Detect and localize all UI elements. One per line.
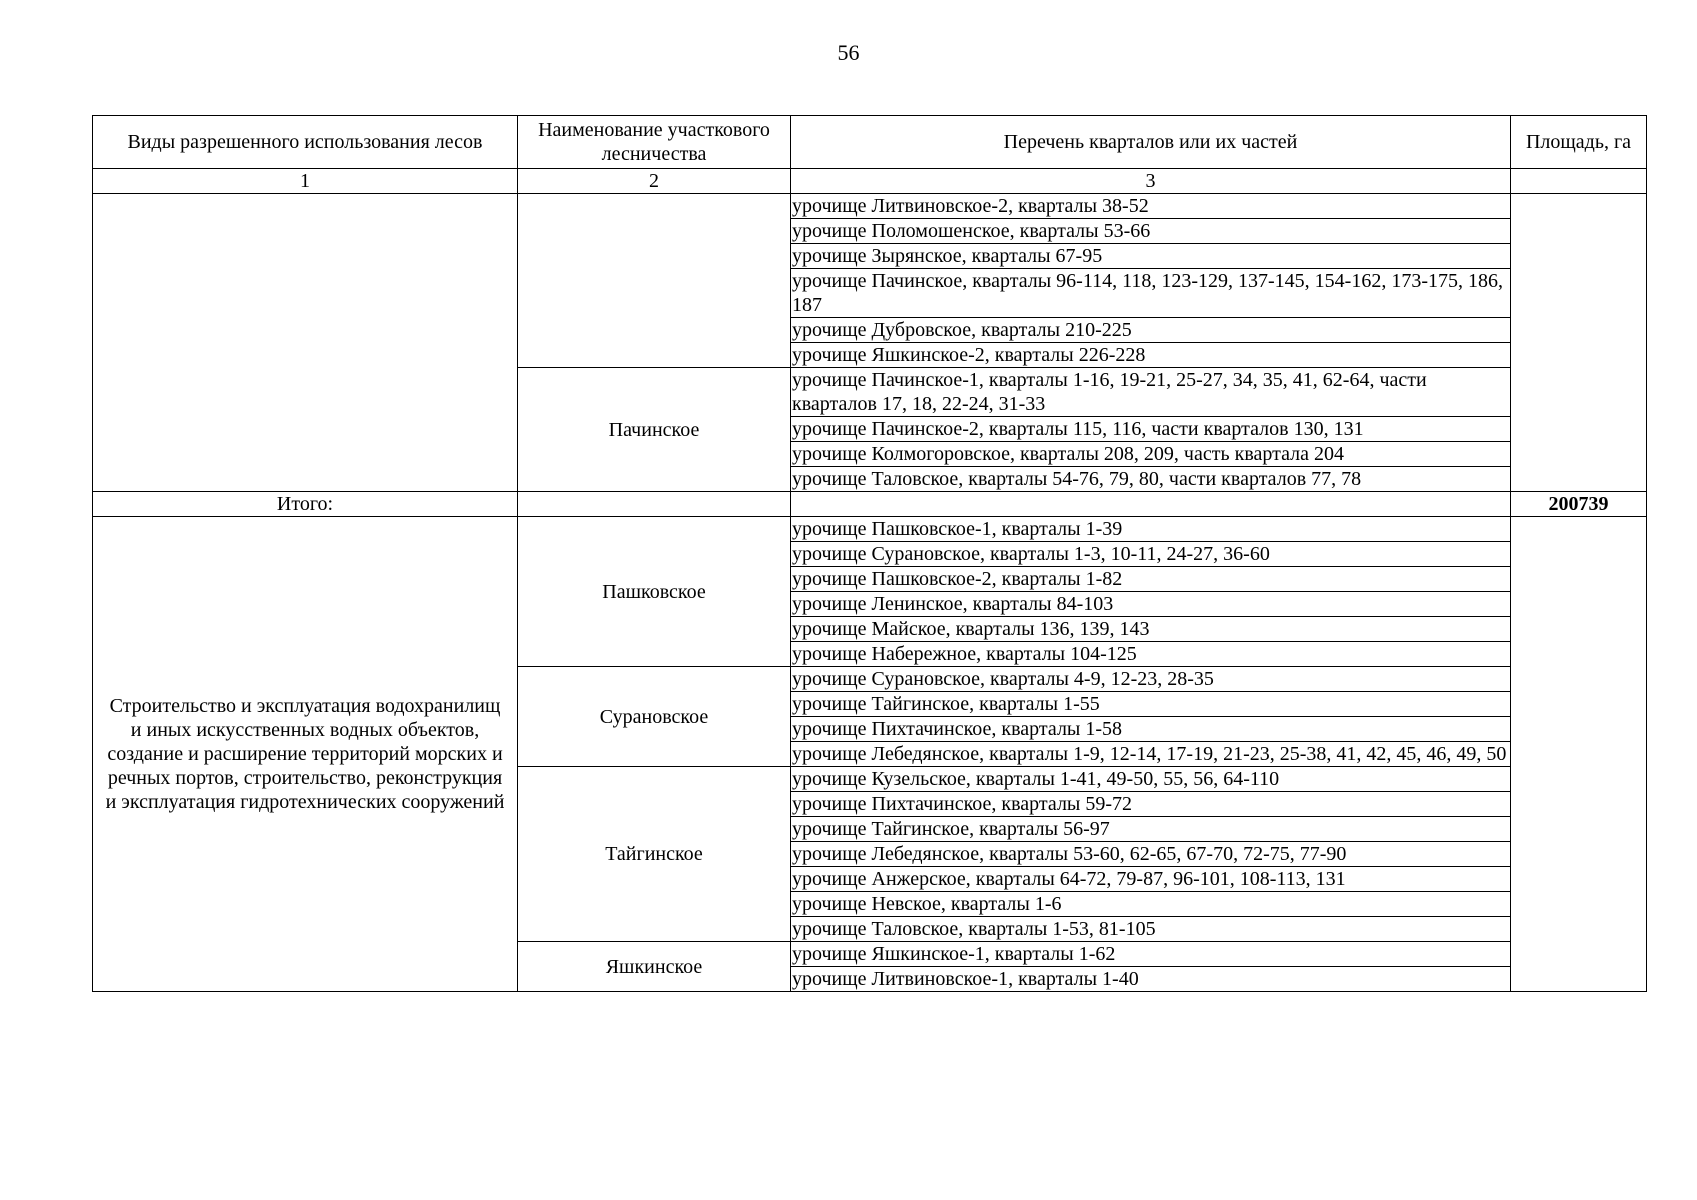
quarters-cell: урочище Пашковское-1, кварталы 1-39 <box>791 517 1511 542</box>
quarters-cell: урочище Кузельское, кварталы 1-41, 49-50, 55, 56, 64-110 <box>791 767 1511 792</box>
header-quarters: Перечень кварталов или их частей <box>791 116 1511 169</box>
quarters-cell: урочище Невское, кварталы 1-6 <box>791 892 1511 917</box>
quarters-cell: урочище Лебедянское, кварталы 1-9, 12-14, 17-19, 21-23, 25-38, 41, 42, 45, 46, 49, 50 <box>791 742 1511 767</box>
total-label: Итого: <box>93 492 518 517</box>
column-number-row <box>93 169 1647 194</box>
area-cell <box>1511 194 1647 492</box>
forestry-cell: Пачинское <box>518 368 791 492</box>
quarters-cell: урочище Пихтачинское, кварталы 59-72 <box>791 792 1511 817</box>
quarters-cell: урочище Поломошенское, кварталы 53-66 <box>791 219 1511 244</box>
page-number: 56 <box>837 40 860 65</box>
forest-use-table <box>92 115 1647 992</box>
quarters-cell: урочище Тайгинское, кварталы 1-55 <box>791 692 1511 717</box>
quarters-cell: урочище Зырянское, кварталы 67-95 <box>791 244 1511 269</box>
table-row <box>93 194 1647 219</box>
quarters-cell: урочище Литвиновское-2, кварталы 38-52 <box>791 194 1511 219</box>
forestry-cell: Сурановское <box>518 667 791 767</box>
quarters-cell: урочище Пачинское-1, кварталы 1-16, 19-21, 25-27, 34, 35, 41, 62-64, части кварталов 17, 18, 22-24, 31-33 <box>791 368 1511 417</box>
header-row <box>93 116 1647 169</box>
column-number: 3 <box>791 169 1511 194</box>
use-type-cell: Строительство и эксплуатация водохранилищ и иных искусственных водных объектов, создание и расширение территорий морских и речных портов, строительство, реконструкция и эксплуатация гидротехнических сооружений <box>93 517 518 992</box>
table-row <box>93 517 1647 542</box>
quarters-cell: урочище Таловское, кварталы 1-53, 81-105 <box>791 917 1511 942</box>
quarters-cell: урочище Лебедянское, кварталы 53-60, 62-65, 67-70, 72-75, 77-90 <box>791 842 1511 867</box>
forestry-cell: Тайгинское <box>518 767 791 942</box>
forestry-cell: Пашковское <box>518 517 791 667</box>
column-number: 2 <box>518 169 791 194</box>
total-empty-cell <box>791 492 1511 517</box>
quarters-cell: урочище Пихтачинское, кварталы 1-58 <box>791 717 1511 742</box>
quarters-cell: урочище Тайгинское, кварталы 56-97 <box>791 817 1511 842</box>
header-area: Площадь, га <box>1511 116 1647 169</box>
quarters-cell: урочище Яшкинское-1, кварталы 1-62 <box>791 942 1511 967</box>
quarters-cell: урочище Пачинское-2, кварталы 115, 116, части кварталов 130, 131 <box>791 417 1511 442</box>
quarters-cell: урочище Сурановское, кварталы 4-9, 12-23, 28-35 <box>791 667 1511 692</box>
quarters-cell: урочище Таловское, кварталы 54-76, 79, 80, части кварталов 77, 78 <box>791 467 1511 492</box>
quarters-cell: урочище Набережное, кварталы 104-125 <box>791 642 1511 667</box>
quarters-cell: урочище Сурановское, кварталы 1-3, 10-11, 24-27, 36-60 <box>791 542 1511 567</box>
header-use-type: Виды разрешенного использования лесов <box>93 116 518 169</box>
quarters-cell: урочище Пашковское-2, кварталы 1-82 <box>791 567 1511 592</box>
quarters-cell: урочище Пачинское, кварталы 96-114, 118, 123-129, 137-145, 154-162, 173-175, 186, 187 <box>791 269 1511 318</box>
total-row <box>93 492 1647 517</box>
header-forestry: Наименование участкового лесничества <box>518 116 791 169</box>
area-cell <box>1511 517 1647 992</box>
use-type-cell <box>93 194 518 492</box>
quarters-cell: урочище Литвиновское-1, кварталы 1-40 <box>791 967 1511 992</box>
column-number <box>1511 169 1647 194</box>
quarters-cell: урочище Майское, кварталы 136, 139, 143 <box>791 617 1511 642</box>
forestry-cell <box>518 194 791 368</box>
quarters-cell: урочище Яшкинское-2, кварталы 226-228 <box>791 343 1511 368</box>
quarters-cell: урочище Дубровское, кварталы 210-225 <box>791 318 1511 343</box>
total-value: 200739 <box>1511 492 1647 517</box>
total-empty-cell <box>518 492 791 517</box>
quarters-cell: урочище Ленинское, кварталы 84-103 <box>791 592 1511 617</box>
column-number: 1 <box>93 169 518 194</box>
forestry-cell: Яшкинское <box>518 942 791 992</box>
quarters-cell: урочище Анжерское, кварталы 64-72, 79-87, 96-101, 108-113, 131 <box>791 867 1511 892</box>
table-body <box>93 169 1647 992</box>
quarters-cell: урочище Колмогоровское, кварталы 208, 209, часть квартала 204 <box>791 442 1511 467</box>
